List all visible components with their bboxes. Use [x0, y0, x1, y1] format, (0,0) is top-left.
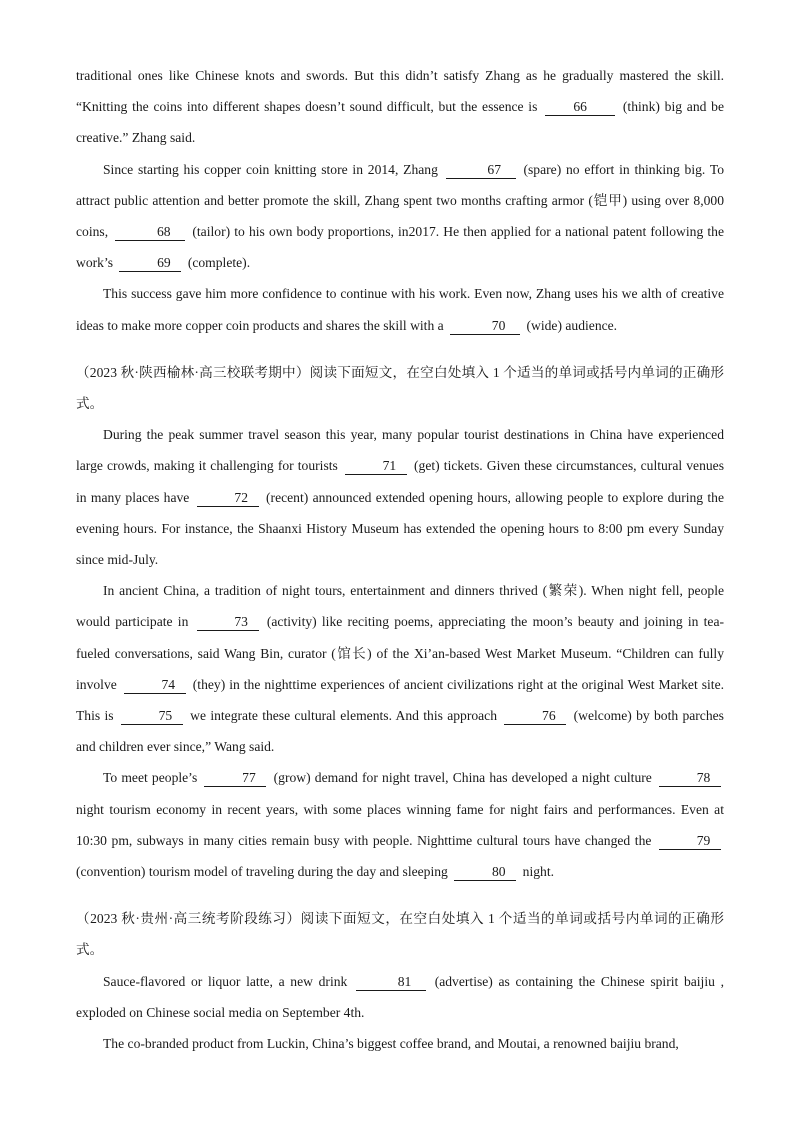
passage-text: (think) big and be creative.” Zhang said.: [76, 99, 724, 146]
answer-blank-76[interactable]: 76: [504, 708, 566, 725]
answer-blank-67[interactable]: 67: [446, 162, 516, 179]
passage-paragraph: [76, 278, 724, 340]
passage-text: Sauce-flavored or liquor latte, a new drink: [103, 973, 348, 989]
passage-text: (convention) tourism model of traveling during the day and sleeping: [76, 864, 448, 880]
answer-blank-79[interactable]: 79: [659, 833, 721, 850]
passage-paragraph: [76, 60, 724, 154]
passage-text: we integrate these cultural elements. And this approach: [190, 708, 498, 724]
passage-text: The co-branded product from Luckin, China’s biggest coffee brand, and Moutai, a renowned baijiu brand,: [103, 1036, 679, 1052]
passage-text: In ancient China, a tradition of night tours, entertainment and dinners thrived (繁荣). When night fell, people would participate in: [76, 583, 724, 630]
passage-paragraph: [76, 762, 724, 887]
answer-blank-68[interactable]: 68: [115, 224, 185, 241]
answer-blank-77[interactable]: 77: [204, 770, 266, 787]
section-heading: （2023 秋·陕西榆林·高三校联考期中）阅读下面短文，在空白处填入 1 个适当的单词或括号内单词的正确形式。: [76, 364, 724, 412]
passage-text: Since starting his copper coin knitting store in 2014, Zhang: [103, 161, 438, 177]
passage-text: (tailor) to his own body proportions, in2017. He then applied for a national patent following the work’s: [76, 224, 724, 271]
passage-paragraph: [76, 154, 724, 279]
passage-paragraph: [76, 575, 724, 762]
passage-text: (spare) no effort in thinking big. To attract public attention and better promote the skill, Zhang spent two months crafting armor (铠甲) using over 8,000 coins,: [76, 161, 725, 240]
answer-blank-72[interactable]: 72: [197, 490, 259, 507]
answer-blank-71[interactable]: 71: [345, 458, 407, 475]
answer-blank-75[interactable]: 75: [121, 708, 183, 725]
answer-blank-78[interactable]: 78: [659, 770, 721, 787]
passage-text: (grow) demand for night travel, China has developed a night culture: [273, 770, 652, 786]
passage-text: During the peak summer travel season this year, many popular tourist destinations in China have experienced large crowds, making it challenging for tourists: [76, 427, 724, 474]
passage-text: night.: [522, 864, 555, 880]
passage-paragraph: [76, 419, 724, 575]
passage-text: night tourism economy in recent years, with some places winning fame for night fairs and performances. Even at 10:30 pm, subways in many cities remain busy with people. Nighttime cultural tours have changed the: [76, 801, 724, 848]
passage-text: (activity) like reciting poems, appreciating the moon’s beauty and joining in tea-fueled conversations, said Wang Bin, curator (馆长) of the Xi’an-based West Market Museum. “Children can fully involve: [76, 614, 725, 692]
passage-text: To meet people’s: [103, 770, 198, 786]
passage-text: (recent) announced extended opening hours, allowing people to explore during the evening hours. For instance, the Shaanxi History Museum has extended the opening hours to 8:00 pm every Sunday since mid-July.: [76, 489, 725, 568]
passage-paragraph: [76, 1028, 724, 1059]
answer-blank-73[interactable]: 73: [197, 614, 259, 631]
answer-blank-74[interactable]: 74: [124, 677, 186, 694]
passage-text: (advertise) as containing the Chinese spirit baijiu , exploded on Chinese social media on September 4th.: [76, 973, 724, 1020]
passage-text: (they) in the nighttime experiences of ancient civilizations right at the original West Market site. This is: [76, 676, 724, 724]
answer-blank-80[interactable]: 80: [454, 864, 516, 881]
passage-text: This success gave him more confidence to continue with his work. Even now, Zhang uses his we alth of creative ideas to make more copper coin products and shares the skill with a: [76, 286, 724, 333]
answer-blank-70[interactable]: 70: [450, 318, 520, 335]
passage-text: (wide) audience.: [526, 317, 618, 333]
passage-text: (welcome) by both parches and children ever since,” Wang said.: [76, 708, 724, 755]
answer-blank-81[interactable]: 81: [356, 974, 426, 991]
passage-paragraph: [76, 966, 724, 1028]
passage-text: traditional ones like Chinese knots and swords. But this didn’t satisfy Zhang as he gradually mastered the skill. “Knitting the coins into different shapes doesn’t sound difficult, but the essence is: [76, 68, 724, 115]
answer-blank-66[interactable]: 66: [545, 99, 615, 116]
passage-text: (get) tickets. Given these circumstances, cultural venues in many places have: [76, 458, 724, 505]
document-page: [76, 60, 724, 1059]
passage-text: (complete).: [187, 255, 251, 271]
section-heading: （2023 秋·贵州·高三统考阶段练习）阅读下面短文，在空白处填入 1 个适当的单词或括号内单词的正确形式。: [76, 911, 724, 958]
answer-blank-69[interactable]: 69: [119, 255, 181, 272]
